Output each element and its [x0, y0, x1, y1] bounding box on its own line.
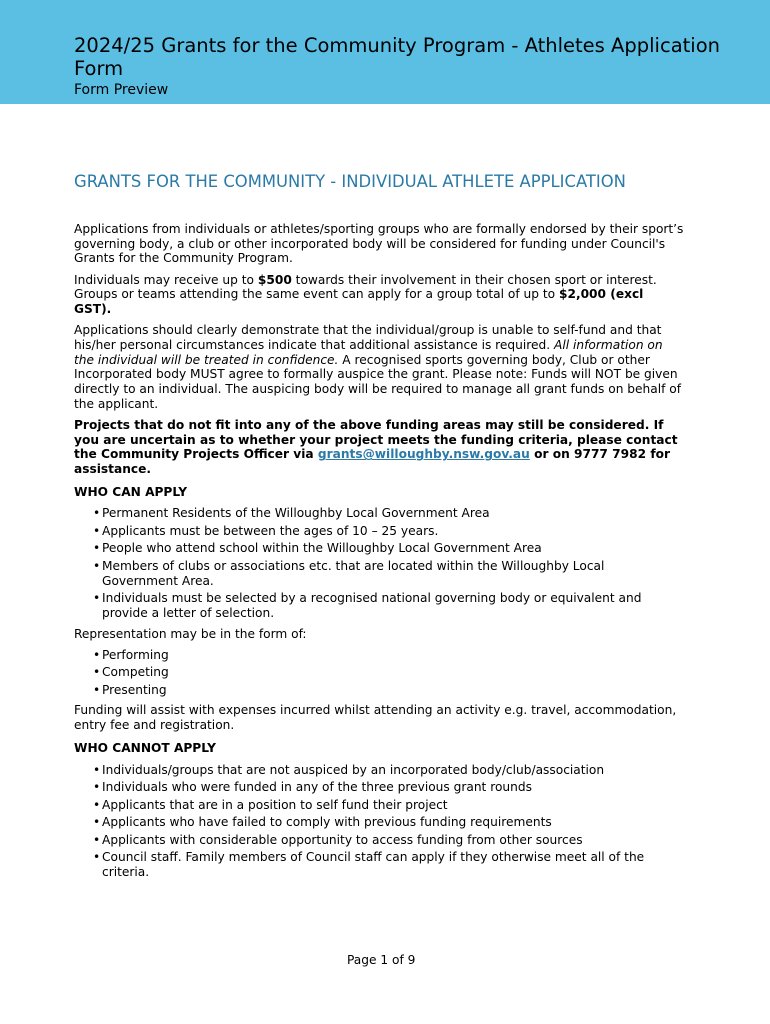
- list-item: • Competing: [92, 665, 684, 680]
- representation-intro: Representation may be in the form of:: [74, 626, 307, 641]
- form-title: 2024/25 Grants for the Community Program - Athletes Application Form: [74, 34, 720, 80]
- list-item: • Individuals must be selected by a recognised national governing body or equivalent and provide a letter of selection.: [92, 591, 684, 620]
- list-item: • Applicants who have failed to comply with previous funding requirements: [92, 815, 684, 830]
- contact-text-b: or on 9777 7982 for assistance.: [74, 447, 671, 477]
- amount-text-a: Individuals may receive up to: [74, 272, 258, 287]
- list-item: • Applicants must be between the ages of 10 – 25 years.: [92, 524, 684, 539]
- form-content: [74, 172, 684, 885]
- who-cannot-apply-heading: WHO CANNOT APPLY: [74, 740, 216, 755]
- requirements-text-a: Applications should clearly demonstrate that the individual/group is unable to self-fund and that his/her personal circumstances indicate that additional assistance is required.: [74, 323, 662, 352]
- amount-text-c: towards their involvement in their chosen sport or interest. Groups or teams attending the same event can apply for a group total of up to: [74, 272, 657, 302]
- requirements-text-c: A recognised sports governing body, Club or other Incorporated body MUST agree to formally auspice the grant. Please note: Funds will NOT be given directly to an individual. The auspicing body will be required to manage all grant funds on behalf of the applicant.: [74, 352, 682, 411]
- amount-paragraph: [74, 273, 684, 317]
- amount-individual: $500: [257, 272, 292, 287]
- list-item: • People who attend school within the Willoughby Local Government Area: [92, 541, 684, 556]
- who-can-apply-heading: WHO CAN APPLY: [74, 484, 188, 499]
- list-item: • Applicants with considerable opportunity to access funding from other sources: [92, 833, 684, 848]
- requirements-paragraph: [74, 323, 684, 411]
- funding-note: Funding will assist with expenses incurred whilst attending an activity e.g. travel, accommodation, entry fee and registration.: [74, 703, 677, 733]
- list-item: • Performing: [92, 648, 684, 663]
- form-subtitle: Form Preview: [74, 82, 169, 98]
- confidentiality-note: All information on the individual will be treated in confidence.: [74, 337, 663, 367]
- page-number: Page 1 of 9: [347, 953, 416, 967]
- intro-paragraph: Applications from individuals or athletes/sporting groups who are formally endorsed by their sport’s governing body, a club or other incorporated body will be considered for funding under Council's Grants for the Community Program.: [74, 222, 684, 266]
- contact-paragraph: [74, 418, 684, 477]
- who-can-apply-list: [74, 506, 684, 620]
- grants-email-link[interactable]: grants@willoughby.nsw.gov.au: [317, 447, 530, 462]
- representation-list: [74, 648, 684, 698]
- contact-text-a: Projects that do not fit into any of the above funding areas may still be considered. If you are uncertain as to whether your project meets the funding criteria, please contact the Community Projects Officer via: [74, 417, 678, 462]
- who-cannot-apply-list: [74, 763, 684, 880]
- list-item: • Members of clubs or associations etc. that are located within the Willoughby Local Government Area.: [92, 559, 684, 588]
- amount-group: $2,000 (excl GST).: [74, 287, 644, 317]
- section-title: GRANTS FOR THE COMMUNITY - INDIVIDUAL ATHLETE APPLICATION: [74, 172, 626, 191]
- list-item: • Individuals/groups that are not auspiced by an incorporated body/club/association: [92, 763, 684, 778]
- list-item: • Permanent Residents of the Willoughby Local Government Area: [92, 506, 684, 521]
- list-item: • Presenting: [92, 683, 684, 698]
- list-item: • Individuals who were funded in any of the three previous grant rounds: [92, 780, 684, 795]
- list-item: • Applicants that are in a position to self fund their project: [92, 798, 684, 813]
- form-header: [0, 0, 770, 104]
- list-item: • Council staff. Family members of Council staff can apply if they otherwise meet all of the criteria.: [92, 850, 684, 879]
